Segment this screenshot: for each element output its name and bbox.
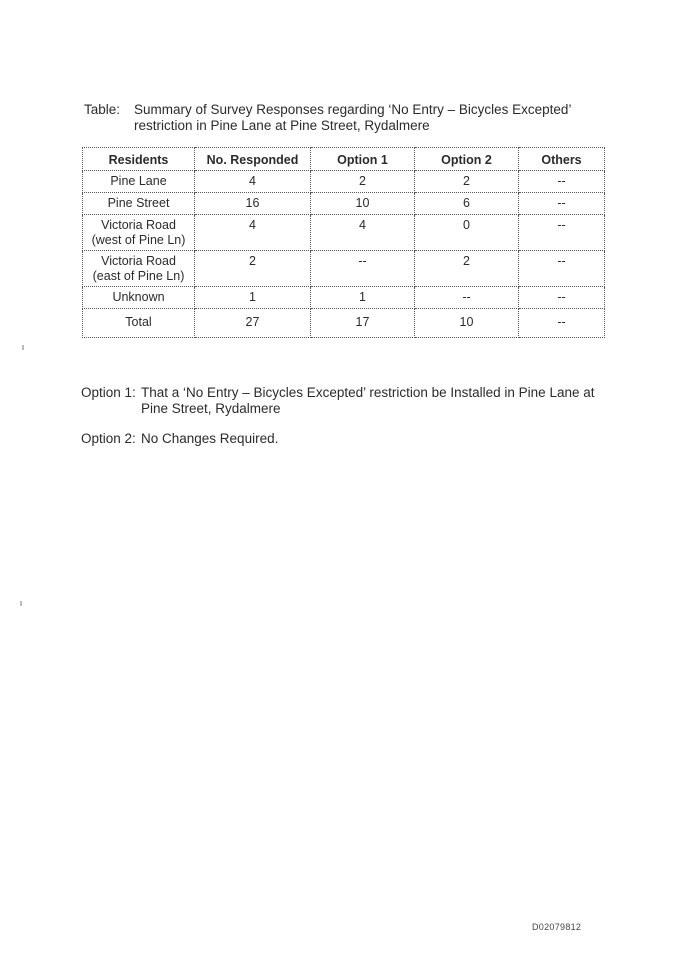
cell-others: -- — [519, 251, 605, 287]
cell-residents: Total — [83, 309, 195, 338]
table-row — [83, 287, 605, 309]
option-2-text: No Changes Required. — [141, 431, 279, 446]
cell-option-1: 4 — [311, 215, 415, 251]
table-row — [83, 215, 605, 251]
cell-no-responded: 16 — [195, 193, 311, 215]
caption-text: Summary of Survey Responses regarding ‘No Entry – Bicycles Excepted’ restriction in Pine Lane at Pine Street, Rydalmere — [134, 102, 571, 133]
table-caption — [84, 102, 614, 134]
scan-speck — [22, 345, 24, 350]
table-total-row — [83, 309, 605, 338]
cell-option-1: 17 — [311, 309, 415, 338]
option-1-text: That a ‘No Entry – Bicycles Excepted’ restriction be Installed in Pine Lane at Pine Street, Rydalmere — [141, 385, 595, 416]
cell-option-2: 2 — [415, 171, 519, 193]
header-residents: Residents — [83, 148, 195, 171]
option-1-note — [81, 385, 611, 417]
survey-table — [82, 147, 605, 338]
table-row — [83, 193, 605, 215]
cell-residents: Victoria Road (west of Pine Ln) — [83, 215, 195, 251]
cell-option-1: -- — [311, 251, 415, 287]
caption-label: Table: — [84, 102, 121, 117]
cell-option-1: 10 — [311, 193, 415, 215]
cell-residents: Pine Lane — [83, 171, 195, 193]
header-no-responded: No. Responded — [195, 148, 311, 171]
cell-option-2: 0 — [415, 215, 519, 251]
cell-no-responded: 4 — [195, 171, 311, 193]
cell-option-1: 2 — [311, 171, 415, 193]
header-others: Others — [519, 148, 605, 171]
cell-option-2: 2 — [415, 251, 519, 287]
cell-others: -- — [519, 309, 605, 338]
cell-others: -- — [519, 171, 605, 193]
cell-residents: Unknown — [83, 287, 195, 309]
table-header-row — [83, 148, 605, 171]
cell-no-responded: 2 — [195, 251, 311, 287]
cell-residents: Victoria Road (east of Pine Ln) — [83, 251, 195, 287]
header-option-2: Option 2 — [415, 148, 519, 171]
cell-residents: Pine Street — [83, 193, 195, 215]
scan-speck — [20, 601, 22, 606]
option-2-note — [81, 431, 611, 447]
table-row — [83, 171, 605, 193]
cell-option-2: 6 — [415, 193, 519, 215]
cell-option-1: 1 — [311, 287, 415, 309]
cell-option-2: -- — [415, 287, 519, 309]
cell-others: -- — [519, 193, 605, 215]
cell-option-2: 10 — [415, 309, 519, 338]
table-row — [83, 251, 605, 287]
option-1-label: Option 1: — [81, 385, 136, 400]
cell-no-responded: 1 — [195, 287, 311, 309]
cell-others: -- — [519, 215, 605, 251]
option-2-label: Option 2: — [81, 431, 136, 446]
header-option-1: Option 1 — [311, 148, 415, 171]
cell-no-responded: 27 — [195, 309, 311, 338]
cell-no-responded: 4 — [195, 215, 311, 251]
cell-others: -- — [519, 287, 605, 309]
document-id: D02079812 — [532, 922, 582, 932]
